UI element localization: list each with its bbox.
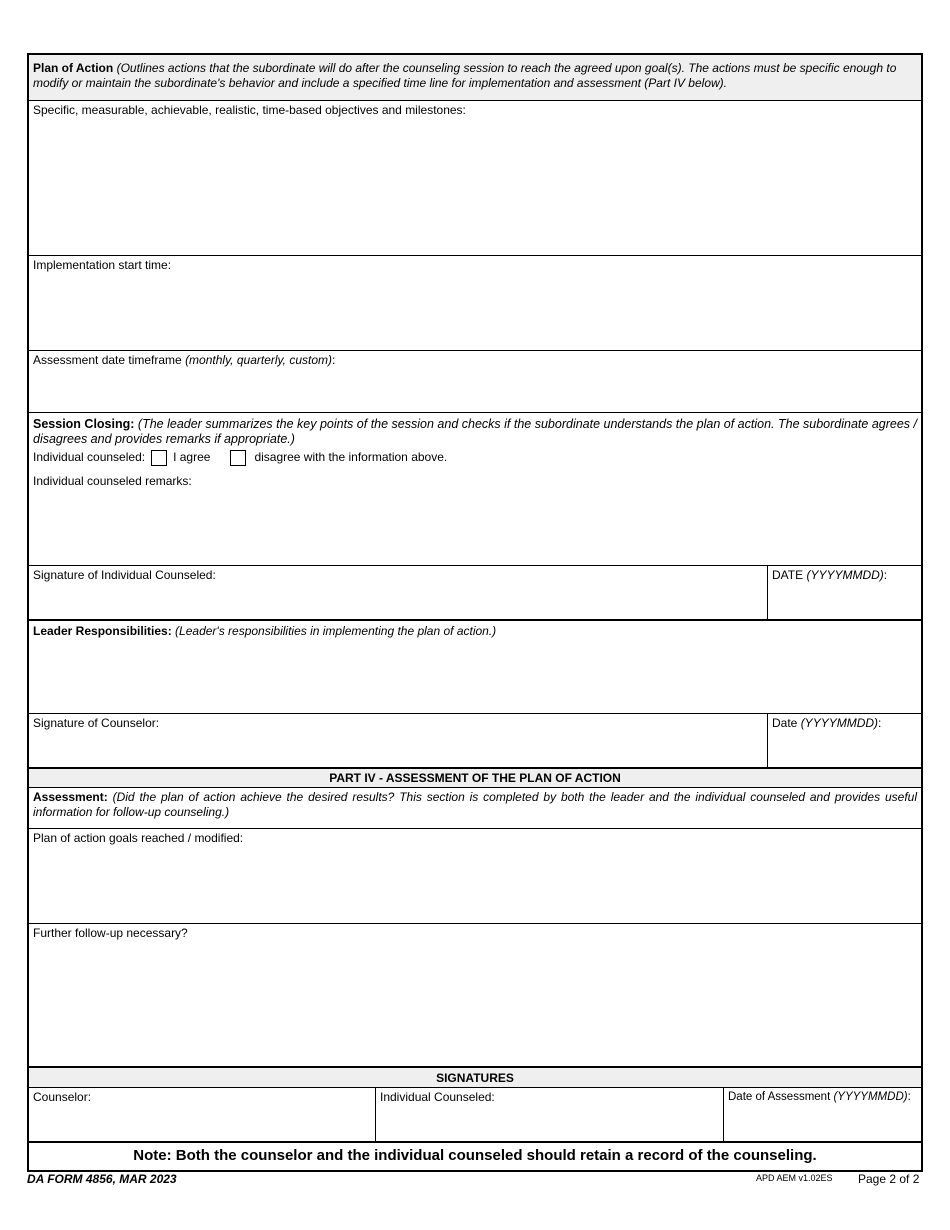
assessment-section <box>29 787 921 828</box>
individual-signature-field[interactable] <box>29 565 767 619</box>
disagree-checkbox[interactable] <box>230 450 246 466</box>
assessment-desc: (Did the plan of action achieve the desired results? This section is completed by both the leader and the individual counseled and provides useful information for follow-up counseling.) <box>33 790 917 819</box>
start-time-label: Implementation start time: <box>33 258 172 272</box>
goals-label: Plan of action goals reached / modified: <box>33 831 244 845</box>
plan-of-action-desc: (Outlines actions that the subordinate will do after the counseling session to reach the agreed upon goal(s). The actions must be specific enough to modify or maintain the subordinate's behavior and include a specified time line for implementation and assessment (Part IV below). <box>33 61 897 90</box>
agree-label: I agree <box>173 450 211 465</box>
individual-date-label: DATE (YYYYMMDD): <box>772 568 888 582</box>
goals-field[interactable] <box>29 828 921 923</box>
counselor-signature-label: Signature of Counselor: <box>33 716 160 730</box>
individual-date-field[interactable] <box>768 565 921 619</box>
counselor-signature-field[interactable] <box>29 713 767 767</box>
remarks-label: Individual counseled remarks: <box>33 474 192 488</box>
assessment-timeframe-label: Assessment date timeframe (monthly, quarterly, custom): <box>33 353 336 367</box>
counselor-sign-field[interactable] <box>29 1087 375 1141</box>
signatures-header: SIGNATURES <box>29 1068 921 1087</box>
leader-responsibilities-label: Leader Responsibilities: (Leader's responsibilities in implementing the plan of action.) <box>33 624 497 638</box>
objectives-field[interactable] <box>29 100 921 255</box>
part-iv-header: PART IV - ASSESSMENT OF THE PLAN OF ACTION <box>29 769 921 787</box>
agreement-row <box>33 450 917 466</box>
start-time-field[interactable] <box>29 255 921 350</box>
assessment-timeframe-field[interactable] <box>29 350 921 412</box>
form-identifier: DA FORM 4856, MAR 2023 <box>27 1172 177 1186</box>
session-closing-text: Session Closing: (The leader summarizes the key points of the session and checks if the subordinate understands the plan of action. The subordinate agrees / disagrees and provides remarks if appropriate.) <box>33 417 917 446</box>
page-number: Page 2 of 2 <box>858 1172 920 1186</box>
assessment-title: Assessment: <box>33 790 108 804</box>
individual-counseled-label: Individual counseled: <box>33 450 146 465</box>
counselor-date-field[interactable] <box>768 713 921 767</box>
leader-responsibilities-field[interactable] <box>29 621 921 713</box>
followup-label: Further follow-up necessary? <box>33 926 188 940</box>
plan-of-action-title: Plan of Action <box>33 61 114 75</box>
individual-sign-field[interactable] <box>376 1087 723 1141</box>
form-version: APD AEM v1.02ES <box>756 1173 833 1183</box>
plan-of-action-header <box>29 55 921 100</box>
agree-checkbox[interactable] <box>151 450 167 466</box>
disagree-label: disagree with the information above. <box>254 450 448 465</box>
retain-record-note: Note: Both the counselor and the individual counseled should retain a record of the counseling. <box>133 1147 817 1164</box>
session-closing-section <box>29 412 921 565</box>
individual-sign-label: Individual Counseled: <box>380 1090 495 1104</box>
objectives-label: Specific, measurable, achievable, realistic, time-based objectives and milestones: <box>33 103 466 117</box>
assessment-date-field[interactable] <box>724 1087 921 1141</box>
individual-signature-label: Signature of Individual Counseled: <box>33 568 216 582</box>
counselor-date-label: Date (YYYYMMDD): <box>772 716 882 730</box>
assessment-date-label: Date of Assessment (YYYYMMDD): <box>728 1091 911 1103</box>
counselor-sign-label: Counselor: <box>33 1090 92 1104</box>
followup-field[interactable] <box>29 923 921 1066</box>
